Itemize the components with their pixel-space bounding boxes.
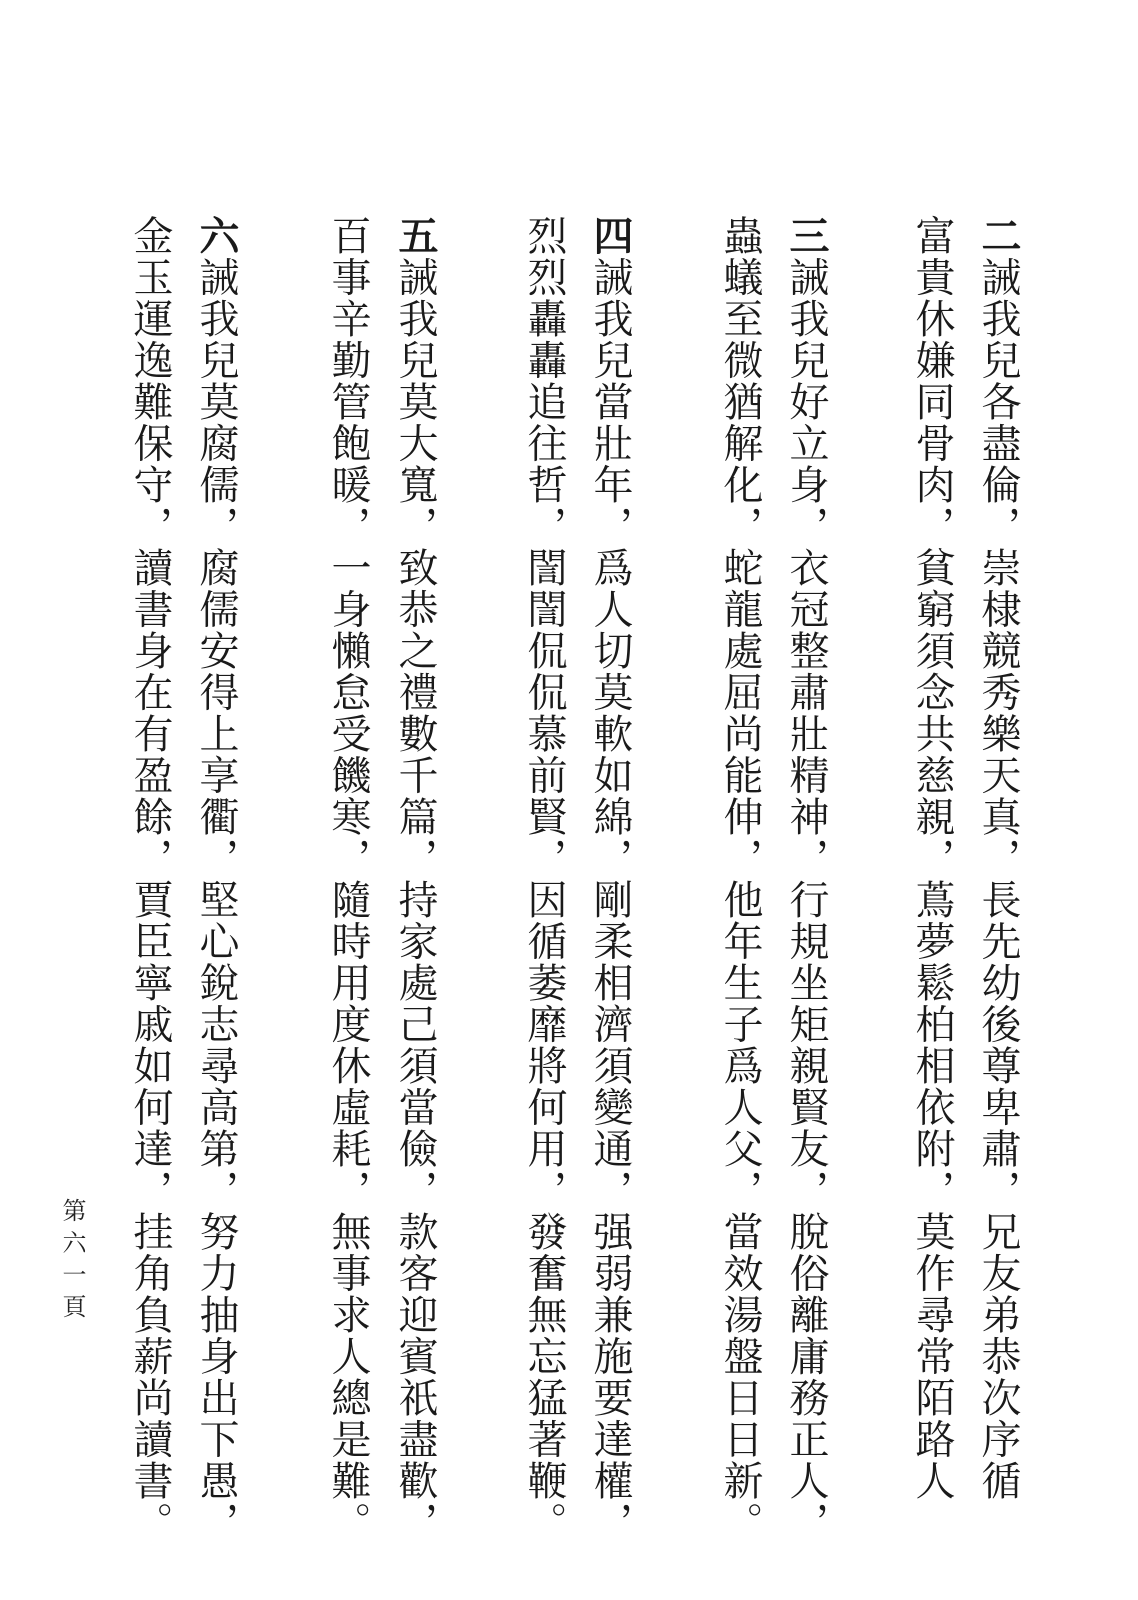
verse-4-line-1 [587,215,634,1543]
verse-5-number: 五 [392,215,439,257]
verse-2-line-1-text: 誡我兒各盡倫，崇棣競秀樂天真，長先幼後尊卑肅，兄友弟恭次序循 [975,256,1021,1502]
verse-2-line-1 [975,215,1022,1502]
verse-3-line-1 [783,215,830,1543]
verse-3-line-1-text: 誡我兒好立身，衣冠整肅壯精神，行規坐矩親賢友，脫俗離庸務正人， [783,256,829,1543]
verse-6-line-2: 金玉運逸難保守，讀書身在有盈餘，賈臣寧戚如何達，挂角負薪尚讀書。 [127,215,173,1543]
verse-4-line-2: 烈烈轟轟追往哲，誾誾侃侃慕前賢，因循萎靡將何用，發奮無忘猛著鞭。 [521,215,567,1543]
verse-3-number: 三 [783,215,830,257]
verse-4-number: 四 [587,215,634,257]
verse-2-line-2: 富貴休嫌同骨肉，貧窮須念共慈親，蔦夢鬆柏相依附，莫作尋常陌路人 [909,215,955,1502]
verse-5-line-1-text: 誡我兒莫大寬，致恭之禮數千篇，持家處己須當儉，款客迎賓祇盡歡， [392,256,438,1543]
verse-2-number: 二 [975,215,1022,257]
verse-5-line-1 [392,215,439,1543]
verse-5-line-2: 百事辛勤管飽暖，一身懶怠受饑寒，隨時用度休虛耗，無事求人總是難。 [325,215,371,1543]
verse-6-number: 六 [193,215,240,257]
verse-6-line-1 [193,215,240,1543]
verse-4-line-1-text: 誡我兒當壯年，爲人切莫軟如綿，剛柔相濟須變通，强弱兼施要達權， [587,256,633,1543]
page-number: 第六一頁 [58,1198,86,1326]
verse-3-line-2: 蟲蟻至微猶解化，蛇龍處屈尚能伸，他年生子爲人父，當效湯盤日日新。 [717,215,763,1543]
verse-6-line-1-text: 誡我兒莫腐儒，腐儒安得上享衢，堅心銳志尋高第，努力抽身出下愚， [193,256,239,1543]
